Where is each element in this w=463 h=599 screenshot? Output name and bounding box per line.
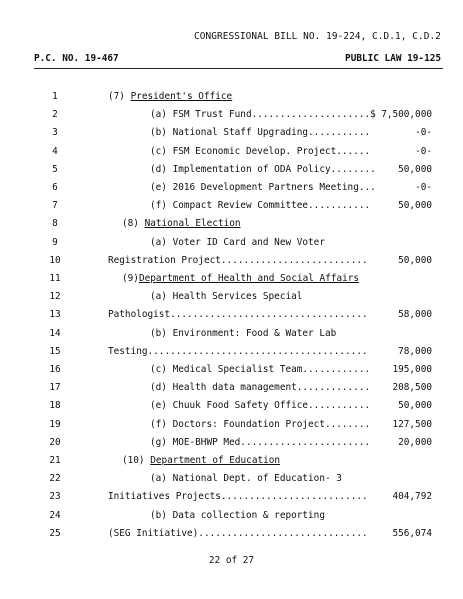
line-item-text: (a) National Dept. of Education- 3 [150, 473, 342, 485]
bill-line [0, 436, 463, 450]
line-item-text: (e) Chuuk Food Safety Office........... [150, 400, 371, 412]
line-number: 10 [49, 254, 61, 266]
line-amount: -0- [415, 182, 432, 193]
section-heading [122, 272, 359, 286]
line-item-text: (g) MOE-BHWP Med....................... [150, 436, 371, 448]
section-heading [122, 454, 280, 468]
line-item-text: (f) Doctors: Foundation Project........ [150, 418, 371, 430]
line-amount: 78,000 [398, 345, 432, 357]
bill-reference: CONGRESSIONAL BILL NO. 19-224, C.D.1, C.D.2 [193, 31, 441, 42]
line-number: 15 [49, 345, 61, 357]
bill-line [0, 363, 463, 377]
bill-line [0, 181, 463, 195]
section-title: National Election [144, 218, 241, 230]
section-title: President's Office [130, 91, 233, 102]
line-number: 16 [49, 364, 61, 375]
line-amount: 556,074 [392, 527, 432, 539]
line-item-text: (e) 2016 Development Partners Meeting... [150, 182, 376, 193]
line-item-text: (a) Health Services Special [150, 291, 303, 303]
line-number: 21 [49, 455, 61, 466]
line-item-text: (c) Medical Specialist Team............ [150, 364, 371, 375]
bill-line [0, 399, 463, 413]
bill-line [0, 108, 463, 122]
line-number: 19 [49, 418, 61, 430]
line-number: 4 [52, 145, 58, 157]
bill-line [0, 381, 463, 395]
line-item-text: (d) Implementation of ODA Policy........ [150, 163, 376, 175]
line-amount: 58,000 [398, 309, 432, 321]
bill-line [0, 327, 463, 341]
line-amount: -0- [415, 145, 432, 157]
header-rule [34, 68, 443, 69]
line-number: 7 [52, 200, 58, 212]
bill-line [0, 418, 463, 432]
line-number: 18 [49, 400, 61, 412]
section-number: (9) [122, 273, 139, 284]
line-number: 11 [49, 273, 61, 284]
bill-line [0, 509, 463, 523]
line-amount: 50,000 [398, 163, 432, 175]
line-item-text: (d) Health data management............. [150, 382, 371, 394]
bill-line [0, 145, 463, 159]
line-number: 20 [49, 436, 61, 448]
line-item-text: (c) FSM Economic Develop. Project...... [150, 145, 371, 157]
line-number: 8 [52, 218, 58, 230]
line-amount: 127,500 [392, 418, 432, 430]
line-item-text: (b) Environment: Food & Water Lab [150, 327, 337, 339]
bill-line [0, 454, 463, 468]
line-number: 9 [52, 236, 58, 248]
line-number: 25 [49, 527, 61, 539]
line-item-text: Registration Project.......................... [108, 254, 368, 266]
line-number: 12 [49, 291, 61, 303]
line-item-text: (a) FSM Trust Fund.....................$ [150, 109, 376, 121]
bill-line [0, 236, 463, 250]
bill-line [0, 90, 463, 104]
bill-line [0, 254, 463, 268]
line-item-text: (a) Voter ID Card and New Voter [150, 236, 325, 248]
bill-line [0, 490, 463, 504]
line-number: 1 [52, 91, 58, 102]
line-item-text: Pathologist................................... [108, 309, 368, 321]
line-amount: 50,000 [398, 200, 432, 212]
line-amount: 20,000 [398, 436, 432, 448]
line-amount: 7,500,000 [381, 109, 432, 121]
line-number: 13 [49, 309, 61, 321]
section-number: (10) [122, 455, 151, 466]
bill-line [0, 272, 463, 286]
line-item-text: (b) National Staff Upgrading........... [150, 127, 371, 139]
page-number: 22 of 27 [208, 555, 255, 566]
line-amount: 208,500 [392, 382, 432, 394]
bill-line [0, 345, 463, 359]
section-number: (7) [108, 91, 131, 102]
line-item-text: (b) Data collection & reporting [150, 509, 325, 521]
line-number: 6 [52, 182, 58, 193]
line-amount: 404,792 [392, 491, 432, 503]
section-title: Department of Health and Social Affairs [138, 273, 360, 284]
bill-line [0, 126, 463, 140]
section-number: (8) [122, 218, 145, 230]
line-number: 3 [52, 127, 58, 139]
pc-number: P.C. NO. 19-467 [34, 53, 119, 64]
bill-line [0, 163, 463, 177]
line-amount: -0- [415, 127, 432, 139]
bill-line [0, 308, 463, 322]
line-number: 22 [49, 473, 61, 485]
section-heading [108, 90, 232, 104]
line-amount: 50,000 [398, 254, 432, 266]
line-number: 23 [49, 491, 61, 503]
bill-line [0, 472, 463, 486]
line-number: 24 [49, 509, 61, 521]
line-number: 5 [52, 163, 58, 175]
line-item-text: Initiatives Projects.......................... [108, 491, 368, 503]
bill-line [0, 290, 463, 304]
line-item-text: Testing....................................... [108, 345, 368, 357]
bill-line [0, 199, 463, 213]
line-item-text: (f) Compact Review Committee........... [150, 200, 371, 212]
section-heading [122, 217, 241, 231]
line-amount: 195,000 [392, 364, 432, 375]
line-amount: 50,000 [398, 400, 432, 412]
section-title: Department of Education [150, 455, 281, 466]
public-law-number: PUBLIC LAW 19-125 [345, 53, 441, 64]
bill-line [0, 527, 463, 541]
line-number: 17 [49, 382, 61, 394]
line-number: 2 [52, 109, 58, 121]
line-item-text: (SEG Initiative).............................. [108, 527, 368, 539]
bill-line [0, 217, 463, 231]
line-number: 14 [49, 327, 61, 339]
